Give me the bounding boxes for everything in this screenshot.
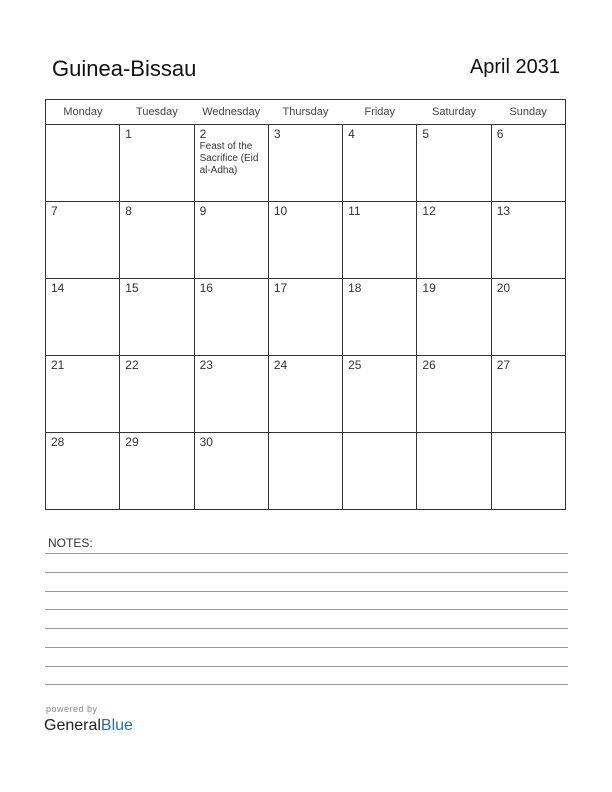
day-cell — [194, 356, 268, 433]
day-number: 23 — [199, 358, 213, 372]
day-number: 3 — [273, 127, 281, 141]
weekday-saturday: Saturday — [417, 100, 491, 125]
day-number: 16 — [199, 281, 213, 295]
month-year-title: April 2031 — [469, 56, 560, 78]
day-number: 10 — [273, 204, 288, 218]
day-cell — [491, 125, 565, 202]
day-number: 4 — [348, 127, 355, 141]
day-number: 29 — [125, 435, 139, 449]
day-cell — [268, 433, 342, 510]
day-number: 26 — [422, 358, 436, 372]
day-cell — [343, 202, 417, 279]
day-number: 17 — [273, 281, 288, 295]
day-cell — [343, 125, 417, 202]
day-cell — [194, 279, 268, 356]
day-cell — [491, 433, 565, 510]
country-title: Guinea-Bissau — [52, 56, 197, 81]
day-cell — [343, 279, 417, 356]
day-number: 27 — [496, 358, 511, 372]
calendar-body — [46, 125, 566, 510]
day-number: 13 — [496, 204, 511, 218]
day-cell — [491, 202, 565, 279]
day-cell — [46, 279, 120, 356]
weekday-monday: Monday — [46, 100, 120, 125]
week-row — [46, 202, 566, 279]
week-row — [46, 356, 566, 433]
day-cell — [194, 433, 268, 510]
day-cell — [194, 202, 268, 279]
day-number: 9 — [199, 204, 207, 218]
day-cell — [417, 202, 491, 279]
day-number: 21 — [51, 358, 65, 372]
weekday-tuesday: Tuesday — [120, 100, 194, 125]
day-cell — [120, 279, 194, 356]
generalblue-logo — [44, 717, 133, 735]
notes-label: NOTES: — [48, 536, 93, 550]
day-number: 25 — [348, 358, 362, 372]
day-cell — [268, 202, 342, 279]
day-number: 7 — [51, 204, 58, 218]
day-cell — [268, 125, 342, 202]
day-cell — [343, 356, 417, 433]
day-number: 2 — [199, 127, 207, 141]
note-line — [45, 647, 568, 648]
day-cell — [268, 356, 342, 433]
note-line — [45, 553, 568, 554]
day-number: 28 — [51, 435, 65, 449]
note-line — [45, 628, 568, 629]
day-number: 14 — [51, 281, 65, 295]
day-number: 15 — [125, 281, 139, 295]
day-number: 11 — [348, 204, 361, 218]
day-number: 12 — [422, 204, 436, 218]
powered-by-text: powered by — [46, 704, 98, 714]
weekday-header-row — [46, 100, 566, 125]
day-cell — [46, 125, 120, 202]
note-line — [45, 666, 568, 667]
day-cell — [491, 356, 565, 433]
day-number: 8 — [125, 204, 132, 218]
day-cell — [417, 356, 491, 433]
day-number: 30 — [199, 435, 213, 449]
brand-blue: Blue — [100, 717, 133, 734]
weekday-friday: Friday — [343, 100, 417, 125]
calendar-grid — [45, 99, 566, 510]
day-cell — [120, 202, 194, 279]
note-line — [45, 591, 568, 592]
day-cell — [491, 279, 565, 356]
note-line — [45, 609, 568, 610]
day-number: 22 — [125, 358, 139, 372]
week-row — [46, 125, 566, 202]
day-number: 6 — [496, 127, 504, 141]
day-cell — [417, 433, 491, 510]
day-number: 20 — [496, 281, 511, 295]
day-number: 1 — [125, 127, 132, 141]
note-line — [45, 572, 568, 573]
note-line — [45, 684, 568, 685]
weekday-thursday: Thursday — [268, 100, 342, 125]
day-cell — [417, 125, 491, 202]
day-cell — [417, 279, 491, 356]
weekday-wednesday: Wednesday — [194, 100, 268, 125]
day-cell — [120, 125, 194, 202]
day-cell — [194, 125, 268, 202]
day-number: 19 — [422, 281, 436, 295]
holiday-event: Feast of the Sacrifice (Eid al-Adha) — [199, 141, 259, 176]
week-row — [46, 433, 566, 510]
weekday-sunday: Sunday — [491, 100, 565, 125]
day-cell — [46, 433, 120, 510]
day-number: 5 — [422, 127, 430, 141]
day-number: 18 — [348, 281, 362, 295]
brand-general: General — [44, 717, 101, 734]
day-cell — [120, 356, 194, 433]
day-number: 24 — [273, 358, 288, 372]
day-cell — [343, 433, 417, 510]
week-row — [46, 279, 566, 356]
day-cell — [46, 202, 120, 279]
day-cell — [268, 279, 342, 356]
day-cell — [120, 433, 194, 510]
day-cell — [46, 356, 120, 433]
